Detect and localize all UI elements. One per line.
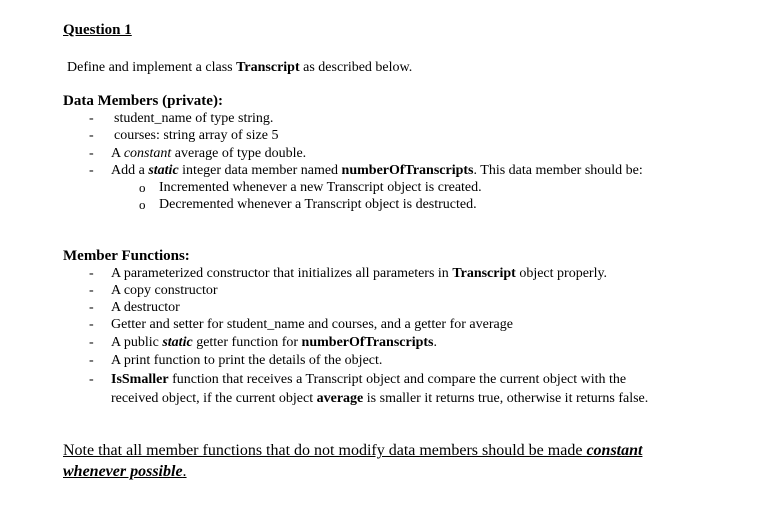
data-member-courses: courses: string array of size 5 xyxy=(114,128,279,143)
dash-bullet: - xyxy=(89,353,94,368)
intro-text: Define and implement a class Transcript as described below. xyxy=(67,60,413,75)
dash-bullet: - xyxy=(89,266,94,281)
member-functions-heading: Member Functions: xyxy=(63,248,190,264)
function-destructor: A destructor xyxy=(111,300,180,315)
dash-bullet: - xyxy=(89,163,94,178)
data-members-heading: Data Members (private): xyxy=(63,93,223,109)
dash-bullet: - xyxy=(89,146,94,161)
function-parameterized-constructor: A parameterized constructor that initializes all parameters in Transcript object properly. xyxy=(111,266,608,281)
question-title: Question 1 xyxy=(63,22,132,38)
sub-item-incremented: Incremented whenever a new Transcript object is created. xyxy=(159,180,482,195)
function-copy-constructor: A copy constructor xyxy=(111,283,218,298)
dash-bullet: - xyxy=(89,283,94,298)
note-line-2: whenever possible. xyxy=(63,463,187,480)
function-static-getter: A public static getter function for numberOfTranscripts. xyxy=(111,335,438,350)
sub-item-decremented: Decremented whenever a Transcript object is destructed. xyxy=(159,197,477,212)
sub-bullet-o: o xyxy=(139,180,146,195)
data-member-student-name: student_name of type string. xyxy=(114,111,274,126)
dash-bullet: - xyxy=(89,372,94,387)
dash-bullet: - xyxy=(89,335,94,350)
data-member-average: A constant average of type double. xyxy=(111,146,307,161)
dash-bullet: - xyxy=(89,111,94,126)
sub-bullet-o: o xyxy=(139,197,146,212)
data-member-number-of-transcripts: Add a static integer data member named numberOfTranscripts. This data member should be: xyxy=(111,163,643,178)
note-line-1: Note that all member functions that do not modify data members should be made constant xyxy=(63,442,643,459)
dash-bullet: - xyxy=(89,317,94,332)
dash-bullet: - xyxy=(89,300,94,315)
function-getters-setters: Getter and setter for student_name and courses, and a getter for average xyxy=(111,317,513,332)
function-is-smaller: IsSmaller function that receives a Transcript object and compare the current object with the xyxy=(111,372,627,387)
dash-bullet: - xyxy=(89,128,94,143)
function-print: A print function to print the details of the object. xyxy=(111,353,383,368)
function-is-smaller-continued: received object, if the current object average is smaller it returns true, otherwise it returns false. xyxy=(111,391,649,406)
